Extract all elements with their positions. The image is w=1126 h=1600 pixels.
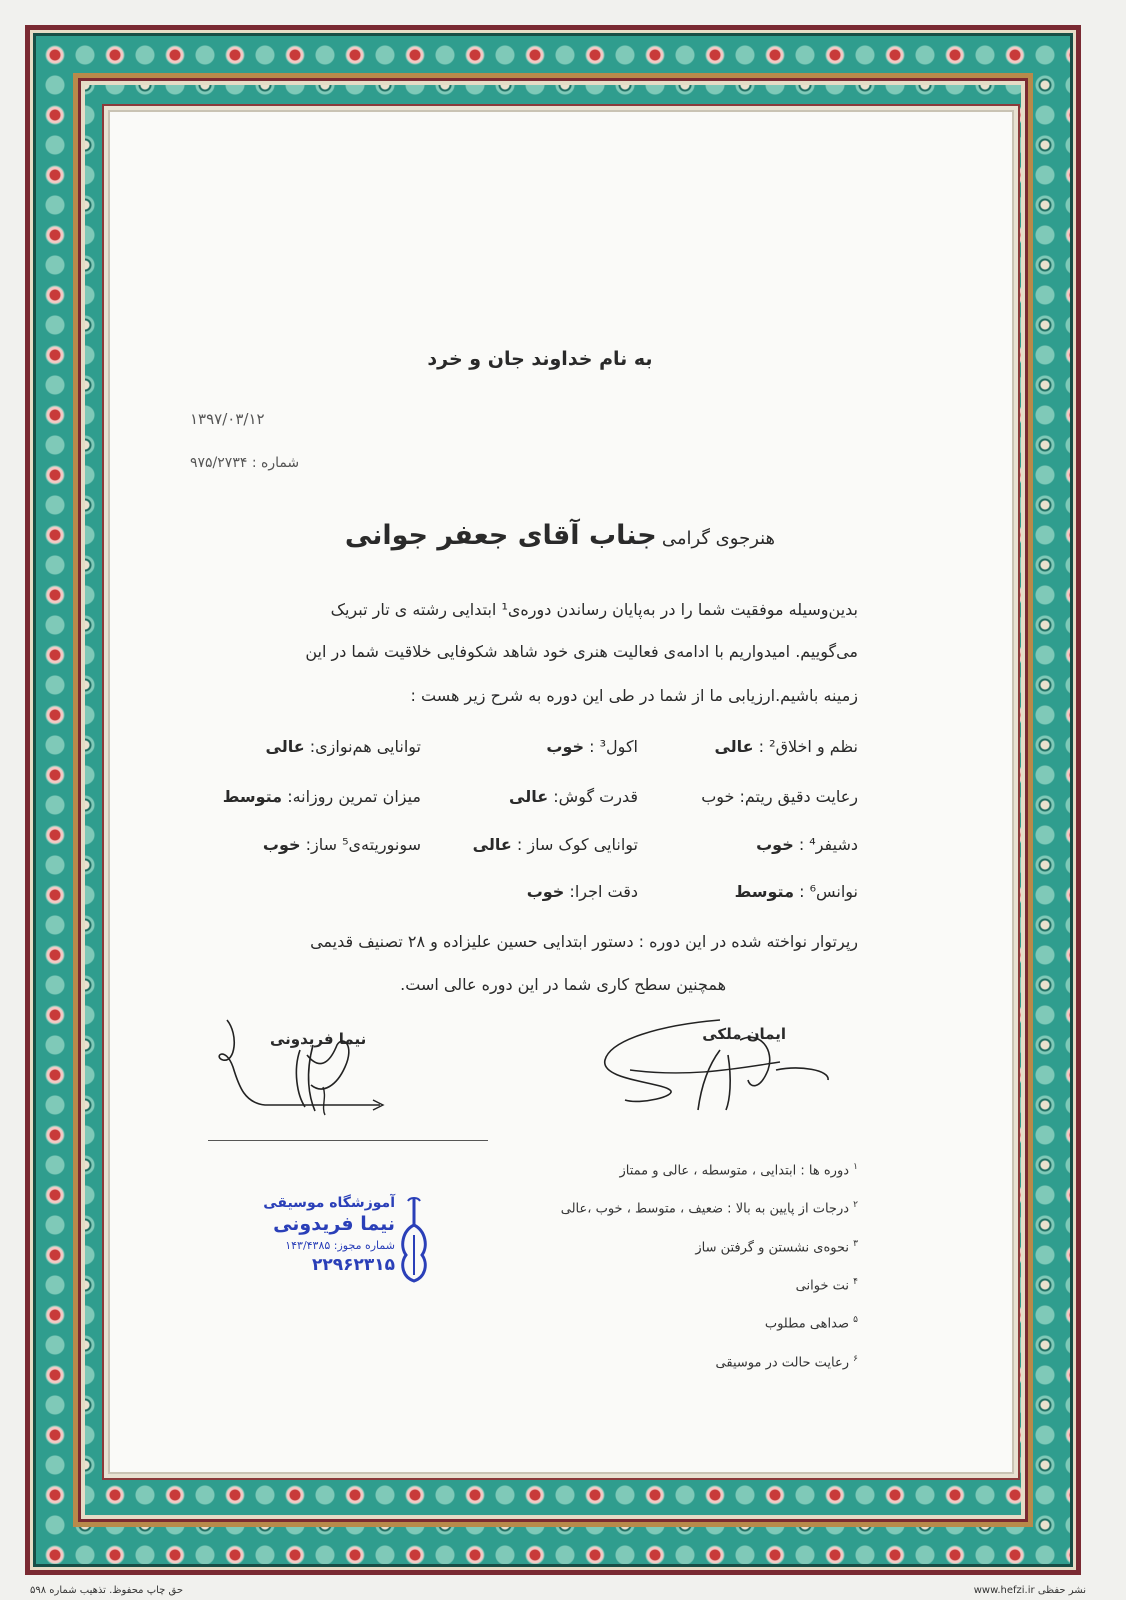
footnote-number: ۳ [853, 1238, 858, 1249]
footnote-text: درجات از پایین به بالا : ضعیف ، متوسط ، خوب ،عالی [560, 1201, 850, 1217]
paragraph-line-1: بدین‌وسیله موفقیت شما را در به‌پایان رساندن دوره‌ی¹ ابتدایی رشته ی تار تبریک [330, 600, 858, 619]
footnote-text: نحوه‌ی نشستن و گرفتن ساز [695, 1239, 850, 1255]
grade-label: سونوریته‌ی⁵ ساز: [305, 835, 421, 854]
grade-value: عالی [265, 737, 305, 756]
grade-value: خوب [526, 882, 565, 901]
grade-label: اکول³ : [589, 737, 638, 756]
grade-value: خوب [701, 787, 735, 806]
greeting-prefix: هنرجوی گرامی [661, 528, 776, 549]
footnote [561, 1188, 858, 1226]
footnote-number: ۶ [853, 1353, 858, 1364]
grade-label: توانایی هم‌نوازی: [309, 737, 421, 756]
grade-label: میزان تمرین روزانه: [287, 787, 421, 806]
stamp-line-4: ۲۲۹۶۲۳۱۵ [311, 1255, 395, 1275]
footnote-text: نت خوانی [795, 1278, 850, 1294]
footnote-number: ۴ [853, 1276, 858, 1287]
grade-label: رعایت دقیق ریتم: [739, 787, 858, 806]
grade-item [223, 787, 421, 806]
certificate-number [190, 455, 450, 471]
signature-line [208, 1140, 488, 1141]
footnote-text: صداهی مطلوب [764, 1316, 850, 1332]
school-stamp [260, 1195, 430, 1285]
footnote [561, 1342, 858, 1380]
signature-left [205, 1015, 405, 1130]
invocation-heading: به نام خداوند جان و خرد [427, 348, 653, 370]
signer-left-name: نیما فریدونی [270, 1030, 367, 1048]
certificate-date: ۱۳۹۷/۰۳/۱۲ [190, 410, 265, 428]
grade-value: متوسط [222, 787, 283, 806]
grade-item [546, 737, 638, 756]
grade-label: توانایی کوک ساز : [516, 835, 638, 854]
repertoire-line-2: همچنین سطح کاری شما در این دوره عالی است. [400, 975, 726, 994]
grade-value: عالی [509, 787, 549, 806]
grade-label: قدرت گوش: [553, 787, 638, 806]
student-name: جناب آقای جعفر جوانی [344, 520, 657, 551]
signer-right-name: ایمان ملکی [702, 1025, 786, 1043]
grade-label: نظم و اخلاق² : [758, 737, 858, 756]
footnote [561, 1150, 858, 1188]
grade-item [263, 835, 421, 854]
number-value: ۹۷۵/۲۷۳۴ [190, 455, 248, 471]
grade-value: متوسط [734, 882, 794, 901]
number-label: شماره : [251, 455, 300, 471]
footnotes [561, 1150, 858, 1380]
footnote-number: ۵ [853, 1315, 858, 1326]
footnote-text: رعایت حالت در موسیقی [715, 1354, 850, 1370]
stamp-line-2: نیما فریدونی [273, 1213, 395, 1235]
footnote-number: ۱ [853, 1162, 858, 1172]
grade-label: دقت اجرا: [569, 882, 638, 901]
footer-publisher: www.hefzi.ir نشر حفظی [973, 1585, 1086, 1596]
paragraph-line-2: می‌گوییم. امیدواریم با ادامه‌ی فعالیت هنری خود شاهد شکوفایی خلاقیت شما در این [305, 642, 858, 661]
grade-item [701, 787, 858, 806]
stamp-line-3: شماره مجوز: ۱۴۳/۴۳۸۵ [285, 1239, 395, 1252]
footnote [561, 1303, 858, 1341]
footnote [561, 1227, 858, 1265]
grade-item [756, 835, 858, 854]
grade-label: دشیفر⁴ : [798, 835, 858, 854]
grade-value: خوب [546, 737, 585, 756]
grade-item [714, 737, 858, 756]
grade-item [509, 787, 638, 806]
stamp-line-1: آموزشگاه موسیقی [263, 1195, 395, 1211]
signature-right [600, 1010, 850, 1120]
paragraph-line-3: زمینه باشیم.ارزیابی ما از شما در طی این دوره به شرح زیر هست : [410, 686, 858, 705]
grade-value: خوب [756, 835, 794, 854]
grade-item [266, 737, 422, 756]
tar-instrument-icon [398, 1195, 430, 1283]
grade-item [527, 882, 638, 901]
grade-value: عالی [714, 737, 754, 756]
footer-copyright: حق چاپ محفوظ. تذهیب شماره ۵۹۸ [30, 1585, 184, 1596]
grade-value: خوب [262, 835, 301, 854]
grade-label: نوانس⁶ : [799, 882, 858, 901]
grade-item [735, 882, 858, 901]
greeting [220, 520, 900, 551]
grade-item [473, 835, 638, 854]
repertoire-line-1: رپرتوار نواخته شده در این دوره : دستور ابتدایی حسین علیزاده و ۲۸ تصنیف قدیمی [310, 932, 858, 951]
footnote-text: دوره ها : ابتدایی ، متوسطه ، عالی و ممتاز [619, 1163, 850, 1179]
grade-value: عالی [472, 835, 512, 854]
footnote-number: ۲ [853, 1200, 858, 1211]
footnote [561, 1265, 858, 1303]
